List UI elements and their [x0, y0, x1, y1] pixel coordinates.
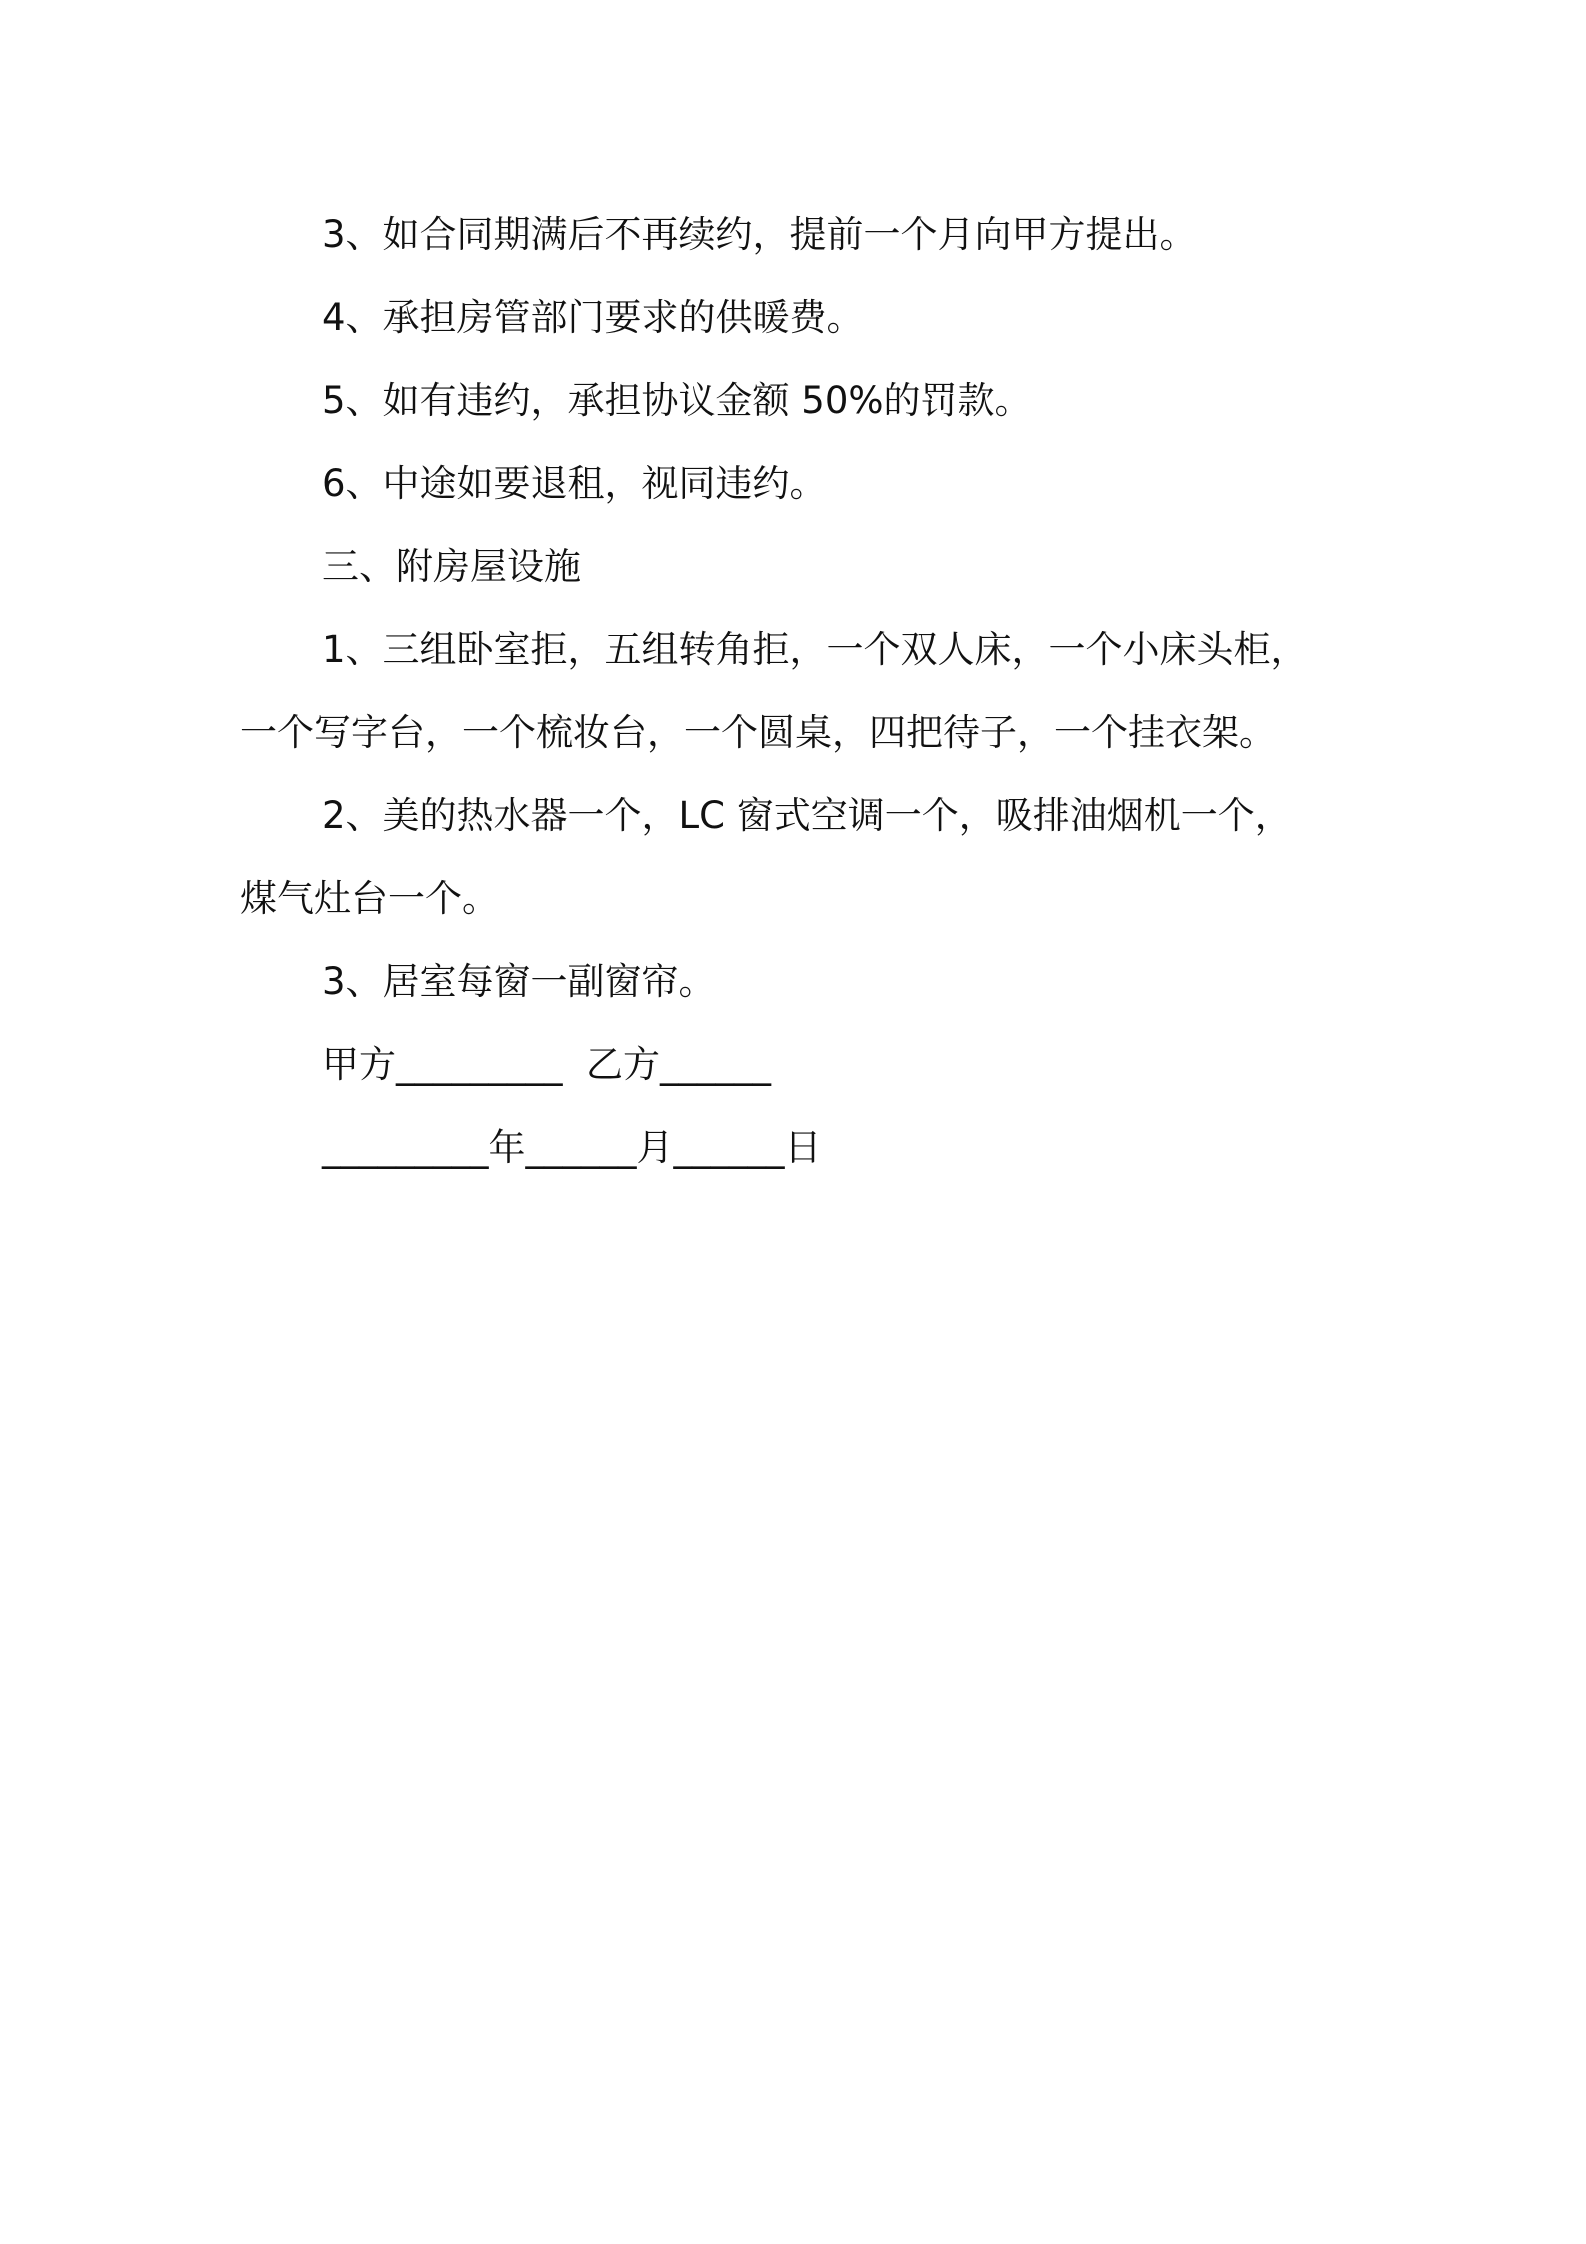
facility-2-line-2: 煤气灶台一个。 [240, 877, 499, 920]
section-heading: 三、附房屋设施 [322, 545, 581, 588]
clause-5: 5、如有违约，承担协议金额 50%的罚款。 [322, 379, 1032, 422]
document-body [240, 193, 1380, 1189]
facility-1-line-2: 一个写字台，一个梳妆台，一个圆桌，四把待子，一个挂衣架。 [240, 711, 1276, 754]
facility-3: 3、居室每窗一副窗帘。 [322, 960, 716, 1003]
clause-4: 4、承担房管部门要求的供暖费。 [322, 296, 864, 339]
facility-2-line-1: 2、美的热水器一个，LC 窗式空调一个，吸排油烟机一个， [322, 794, 1292, 837]
date-line: _________年______月______日 [322, 1126, 822, 1169]
signature-line: 甲方_________ 乙方______ [322, 1043, 772, 1086]
clause-3: 3、如合同期满后不再续约，提前一个月向甲方提出。 [322, 213, 1197, 256]
clause-6: 6、中途如要退租，视同违约。 [322, 462, 827, 505]
facility-1-line-1: 1、三组卧室拒，五组转角拒，一个双人床，一个小床头柜， [322, 628, 1308, 671]
